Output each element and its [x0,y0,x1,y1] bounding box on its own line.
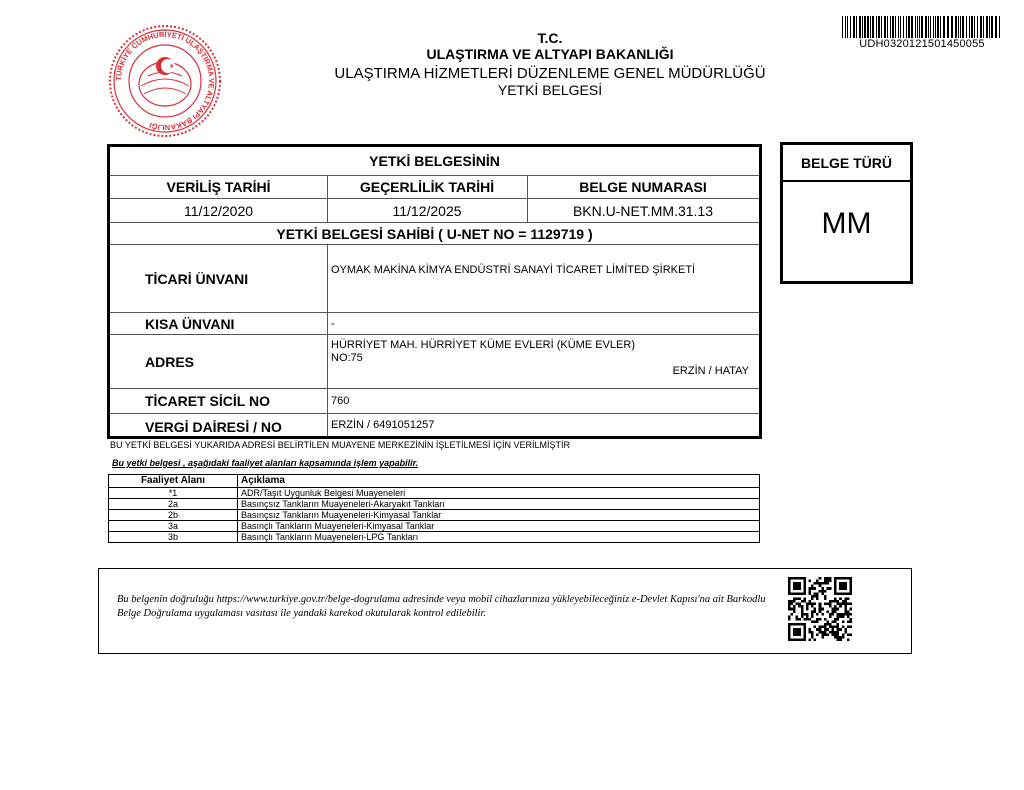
document-type-value: MM [821,207,872,240]
validity-note: BU YETKİ BELGESİ YUKARIDA ADRESİ BELİRTİLEN MUAYENE MERKEZİNİN İŞLETİLMESİ İÇİN VERİLMİŞTİR [110,440,570,450]
address-city: ERZİN / HATAY [672,365,749,377]
address-line2: NO:75 [331,352,363,364]
trade-name-value: OYMAK MAKİNA KİMYA ENDÜSTRİ SANAYİ TİCARET LİMİTED ŞİRKETİ [331,264,696,276]
activity-desc: Basınçsız Tankların Muayeneleri-Akaryakıt Tankları [238,499,760,510]
certificate-info-table [107,144,762,439]
activity-code: 2b [109,510,238,521]
activity-desc: Basınçlı Tankların Muayeneleri-LPG Tankları [238,532,760,543]
issue-date-header: VERİLİŞ TARİHİ [166,179,271,195]
tax-row [110,414,759,436]
address-row [110,335,759,389]
table-row [109,521,760,532]
doc-number-header: BELGE NUMARASI [579,179,707,195]
short-name-label: KISA ÜNVANI [145,315,235,332]
valid-date: 11/12/2025 [392,202,462,219]
table-title-row [110,147,759,176]
holder-title: YETKİ BELGESİ SAHİBİ ( U-NET NO = 1129719 ) [276,225,593,242]
table-row [109,510,760,521]
activity-desc-header: Açıklama [238,475,760,488]
activity-code: *1 [109,488,238,499]
trade-name-label: TİCARİ ÜNVANI [145,270,249,287]
qr-code-icon[interactable] [788,577,852,641]
holder-title-row [110,223,759,245]
activity-code: 3a [109,521,238,532]
header-tc: T.C. [537,30,563,46]
registry-label: TİCARET SİCİL NO [145,393,270,409]
tax-value: ERZİN / 6491051257 [331,419,435,431]
address-line1: HÜRRİYET MAH. HÜRRİYET KÜME EVLERİ (KÜME EVLER) [331,339,635,351]
activity-header-row [109,475,760,488]
short-name-row [110,313,759,335]
verification-box [98,568,912,654]
document-type-box [780,142,913,284]
valid-date-header: GEÇERLİLİK TARİHİ [359,179,495,195]
header-ministry: ULAŞTIRMA VE ALTYAPI BAKANLIĞI [426,46,674,62]
trade-name-row [110,245,759,313]
table-row [109,532,760,543]
scope-note: Bu yetki belgesi , aşağıdaki faaliyet alanları kapsamında işlem yapabilir. [112,458,419,468]
registry-value: 760 [331,395,350,407]
doc-number: BKN.U-NET.MM.31.13 [572,202,714,219]
date-value-row [110,199,759,223]
activity-table [108,474,760,543]
activity-code: 3b [109,532,238,543]
activity-desc: ADR/Taşıt Uygunluk Belgesi Muayeneleri [238,488,760,499]
table-row [109,499,760,510]
address-label: ADRES [145,353,195,370]
verification-text: Bu belgenin doğruluğu https://www.turkiye.gov.tr/belge-dogrulama adresinde veya mobil cihazlarınıza yükleyebileceğiniz e-Devlet Kapısı'na ait Barkodlu Belge Doğrulama uygulaması vasıtası ile yandaki karekod okutularak kontrol edilebilir. [117,594,766,619]
date-header-row [110,176,759,199]
header-directorate: ULAŞTIRMA HİZMETLERİ DÜZENLEME GENEL MÜDÜRLÜĞÜ [334,65,766,82]
document-type-label: BELGE TÜRÜ [783,145,910,182]
table-title: YETKİ BELGESİNİN [369,153,500,169]
table-row [109,488,760,499]
document-title: YETKİ BELGESİ [497,82,603,98]
activity-area-header: Faaliyet Alanı [109,475,238,488]
activity-code: 2a [109,499,238,510]
issue-date: 11/12/2020 [183,202,254,219]
barcode-image [842,16,1002,38]
activity-desc: Basınçsız Tankların Muayeneleri-Kimyasal Tanklar [238,510,760,521]
registry-row [110,389,759,414]
ministry-seal-logo [108,24,222,138]
short-name-value: - [331,317,335,330]
tax-label: VERGİ DAİRESİ / NO [145,419,282,435]
activity-desc: Basınçlı Tankların Muayeneleri-Kimyasal Tanklar [238,521,760,532]
seal-ring-text: TÜRKİYE CUMHURİYETİ ULAŞTIRMA VE ALTYAPI BAKANLIĞI [113,29,217,133]
barcode-number: UDH0320121501450055 [859,38,985,50]
